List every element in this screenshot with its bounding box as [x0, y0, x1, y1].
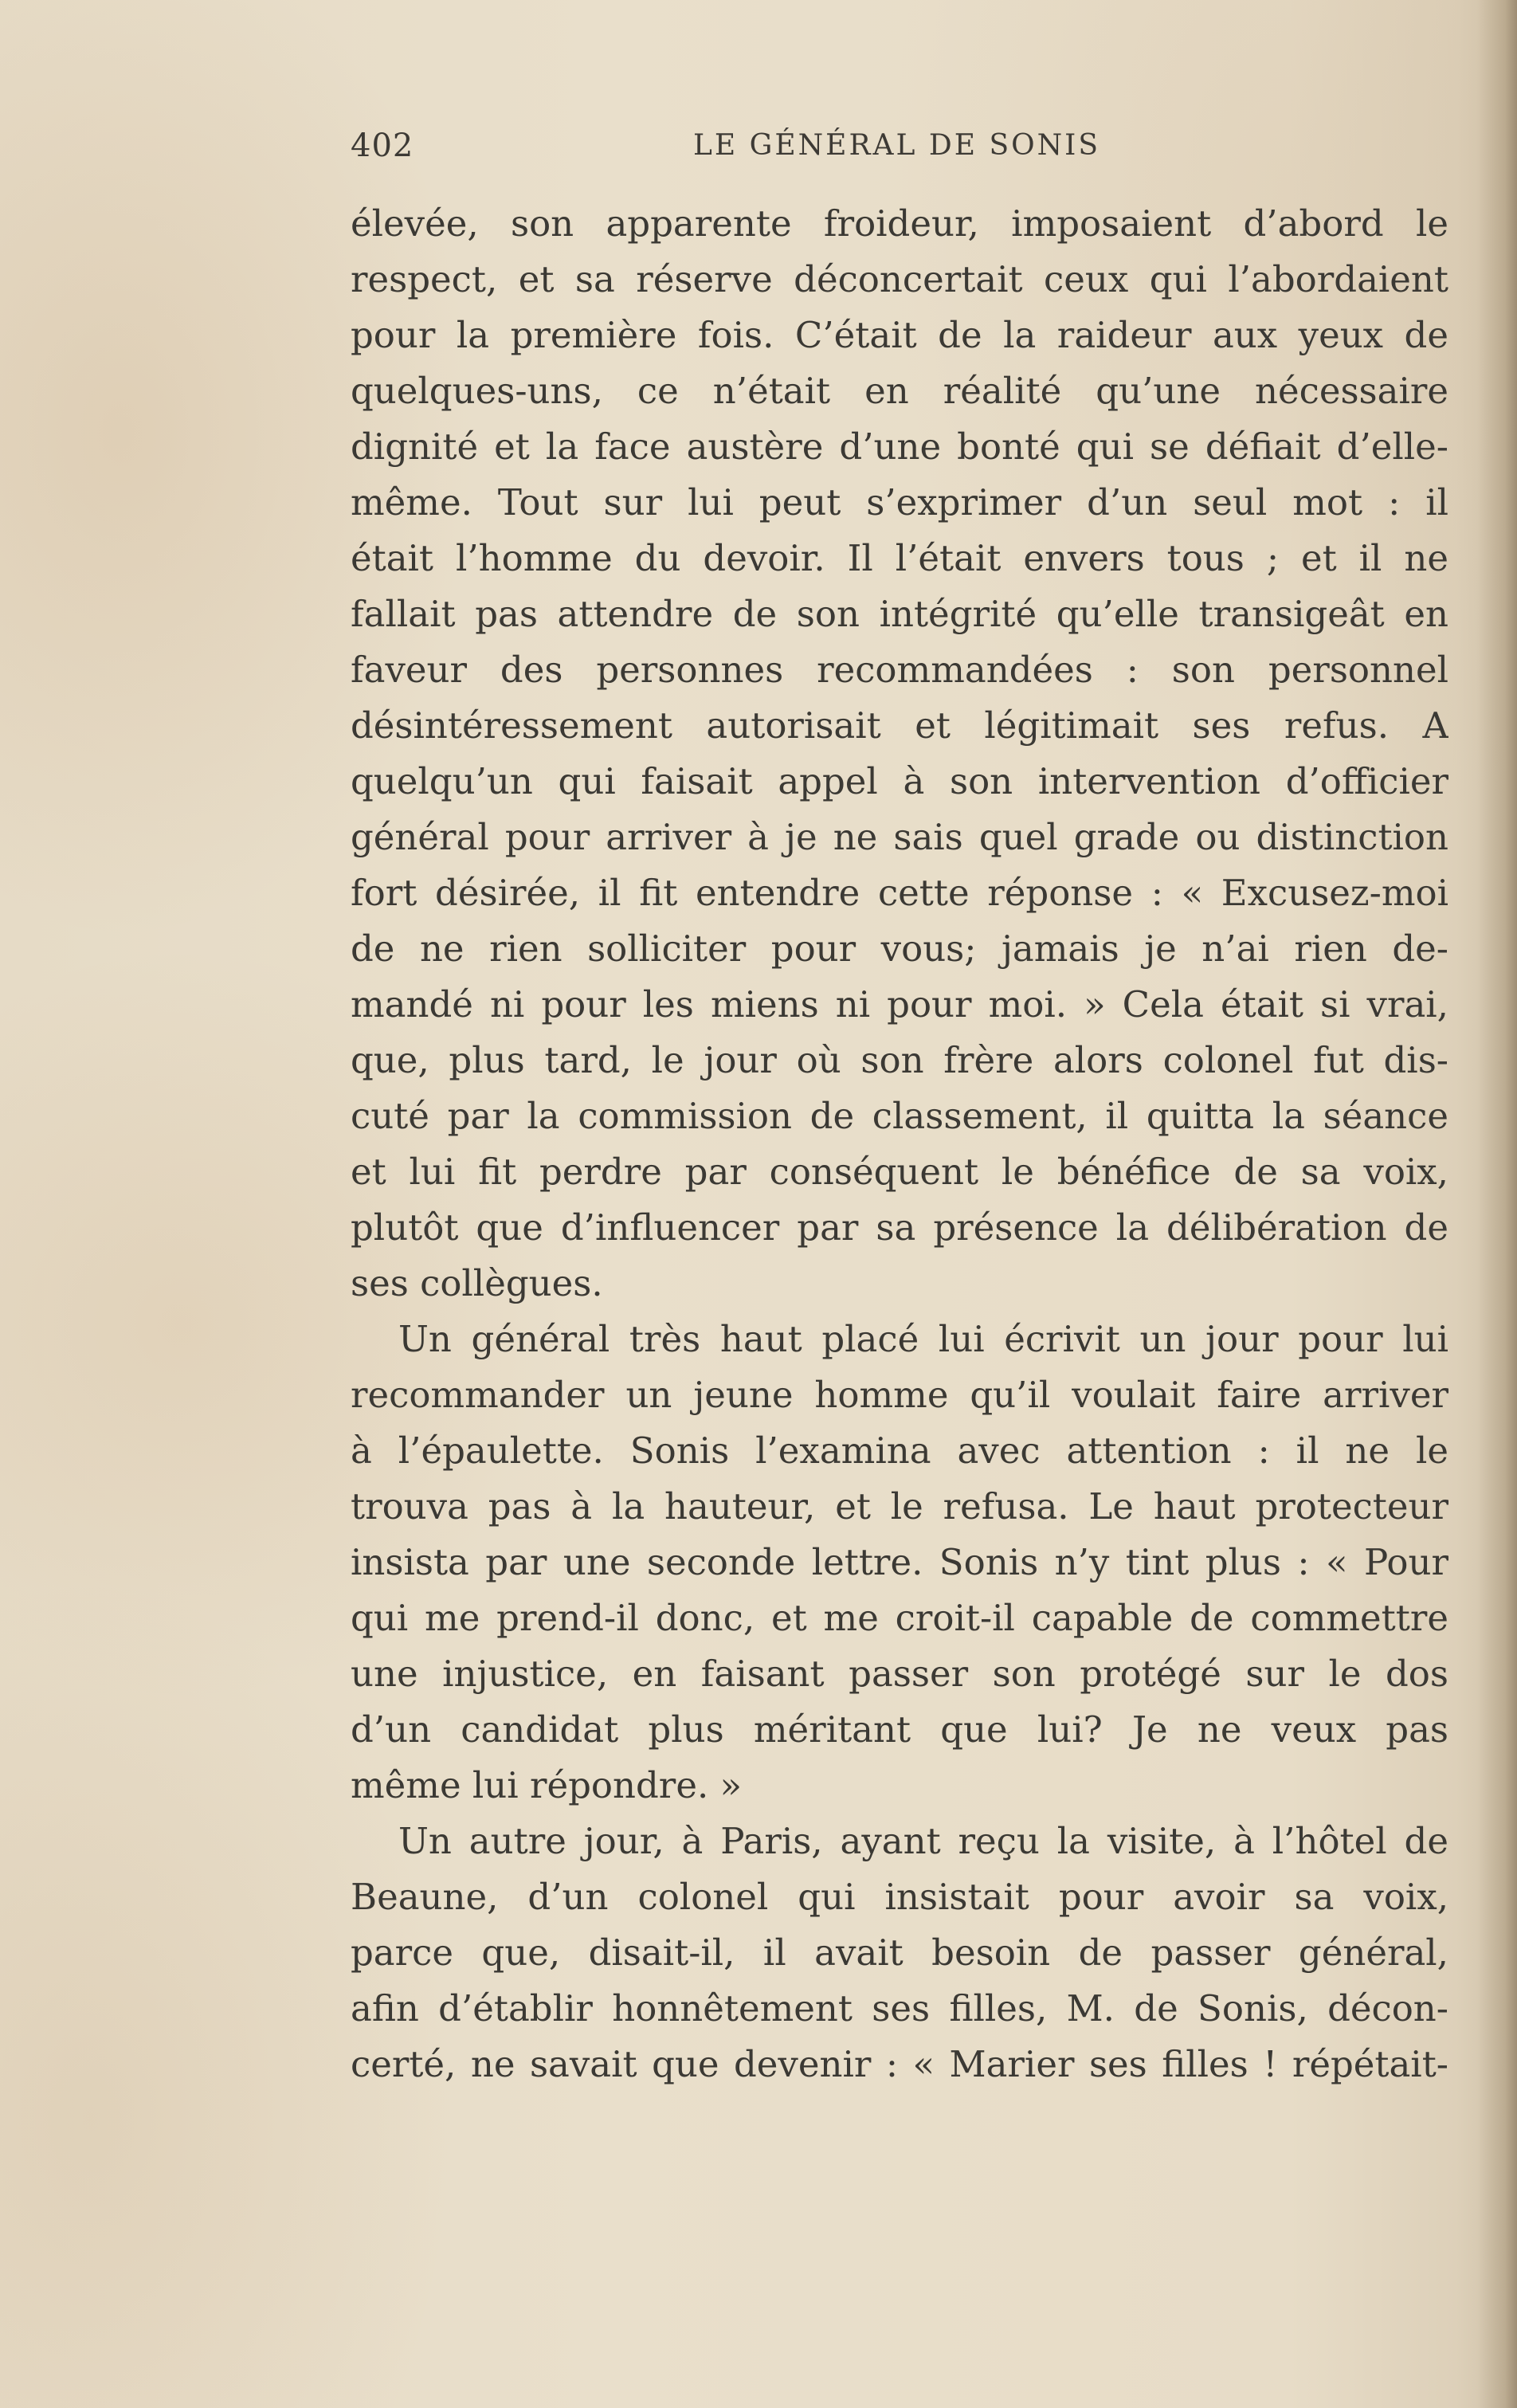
- text-line: et lui fit perdre par conséquent le bénéfice de sa voix,: [351, 1151, 1448, 1193]
- page-number: 402: [351, 127, 414, 164]
- paragraph-start-line: Un général très haut placé lui écrivit un jour pour lui: [398, 1318, 1448, 1360]
- text-line: même. Tout sur lui peut s’exprimer d’un seul mot : il: [351, 481, 1448, 524]
- text-line: une injustice, en faisant passer son protégé sur le dos: [351, 1653, 1448, 1695]
- text-line: quelques-uns, ce n’était en réalité qu’une nécessaire: [351, 370, 1448, 412]
- text-line: quelqu’un qui faisait appel à son intervention d’officier: [351, 760, 1448, 802]
- text-line: à l’épaulette. Sonis l’examina avec attention : il ne le: [351, 1430, 1448, 1472]
- text-line: trouva pas à la hauteur, et le refusa. Le haut protecteur: [351, 1485, 1448, 1528]
- text-line: afin d’établir honnêtement ses filles, M. de Sonis, décon-: [351, 1987, 1448, 2030]
- text-line: de ne rien solliciter pour vous; jamais je n’ai rien de-: [351, 928, 1448, 970]
- text-line: d’un candidat plus méritant que lui? Je ne veux pas: [351, 1708, 1448, 1751]
- paragraph-end-line: même lui répondre. »: [351, 1764, 743, 1806]
- text-line: parce que, disait-il, il avait besoin de passer général,: [351, 1931, 1448, 1974]
- page-edge-shadow: [1477, 0, 1517, 2408]
- text-line: était l’homme du devoir. Il l’était envers tous ; et il ne: [351, 537, 1448, 579]
- text-line: plutôt que d’influencer par sa présence la délibération de: [351, 1206, 1448, 1249]
- text-line: respect, et sa réserve déconcertait ceux qui l’abordaient: [351, 258, 1448, 300]
- text-line: élevée, son apparente froideur, imposaient d’abord le: [351, 202, 1448, 245]
- text-line: mandé ni pour les miens ni pour moi. » Cela était si vrai,: [351, 983, 1448, 1026]
- text-line: recommander un jeune homme qu’il voulait faire arriver: [351, 1374, 1448, 1416]
- text-line: général pour arriver à je ne sais quel grade ou distinction: [351, 816, 1448, 858]
- text-line: dignité et la face austère d’une bonté qui se défiait d’elle-: [351, 426, 1448, 468]
- running-title: LE GÉNÉRAL DE SONIS: [693, 129, 1101, 162]
- text-line: pour la première fois. C’était de la raideur aux yeux de: [351, 314, 1448, 356]
- text-line: cuté par la commission de classement, il quitta la séance: [351, 1095, 1448, 1137]
- text-line: insista par une seconde lettre. Sonis n’y tint plus : « Pour: [351, 1541, 1448, 1583]
- text-line: faveur des personnes recommandées : son personnel: [351, 649, 1448, 691]
- running-head: [351, 127, 1450, 175]
- paragraph-start-line: Un autre jour, à Paris, ayant reçu la visite, à l’hôtel de: [398, 1820, 1448, 1862]
- text-line: désintéressement autorisait et légitimait ses refus. A: [351, 704, 1448, 747]
- text-line: Beaune, d’un colonel qui insistait pour avoir sa voix,: [351, 1876, 1448, 1918]
- body-text: [351, 196, 1448, 2092]
- text-line: qui me prend-il donc, et me croit-il capable de commettre: [351, 1597, 1448, 1639]
- text-line: fort désirée, il fit entendre cette réponse : « Excusez-moi: [351, 872, 1448, 914]
- text-line: certé, ne savait que devenir : « Marier ses filles ! répétait-: [351, 2043, 1448, 2085]
- text-line: fallait pas attendre de son intégrité qu’elle transigeât en: [351, 593, 1448, 635]
- paragraph-end-line: ses collègues.: [351, 1262, 603, 1304]
- text-line: que, plus tard, le jour où son frère alors colonel fut dis-: [351, 1039, 1448, 1081]
